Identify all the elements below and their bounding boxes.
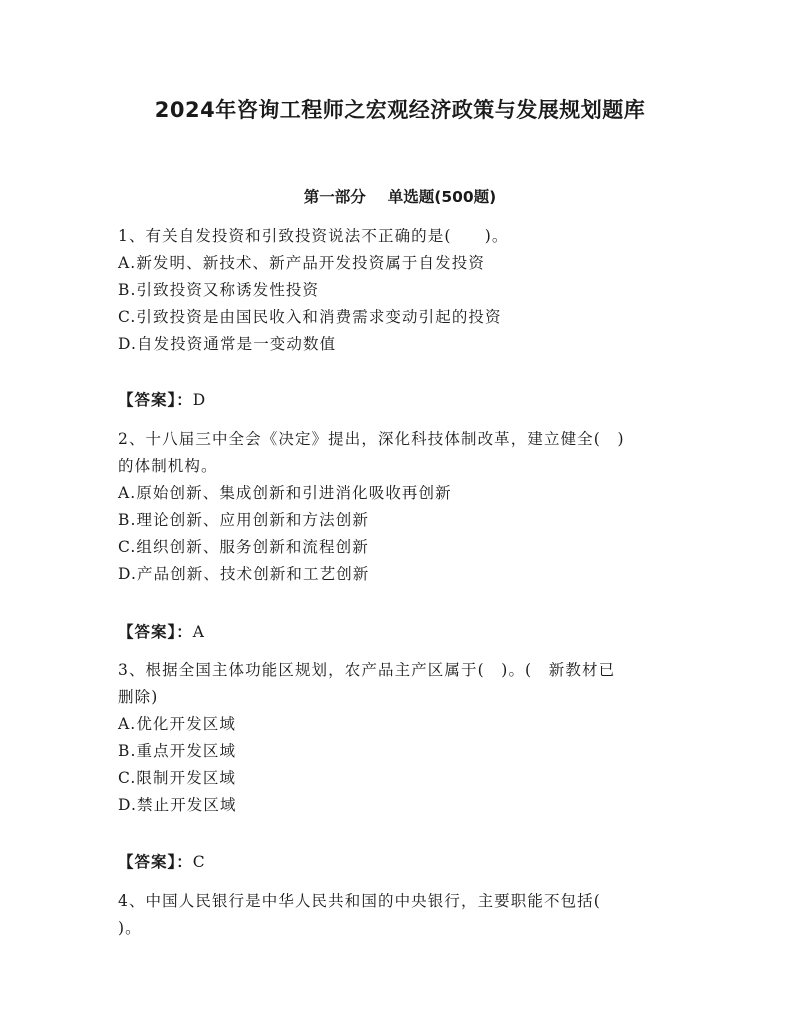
option-b: B.引致投资又称诱发性投资: [118, 281, 320, 299]
answer-label: 【答案】：: [118, 390, 193, 409]
option-d: D.产品创新、技术创新和工艺创新: [118, 565, 370, 583]
question-stem: 1、有关自发投资和引致投资说法不正确的是( )。: [118, 227, 509, 245]
option-a: A.优化开发区域: [118, 715, 236, 733]
section-type: 单选题(500题): [387, 188, 497, 206]
option-b: B.理论创新、应用创新和方法创新: [118, 511, 369, 529]
question-stem: 4、中国人民银行是中华人民共和国的中央银行，主要职能不包括(: [118, 892, 601, 910]
section-heading: [0, 185, 800, 207]
option-c: C.组织创新、服务创新和流程创新: [118, 538, 369, 556]
question-stem-continued: 的体制机构。: [118, 457, 218, 475]
question-stem: 3、根据全国主体功能区规划，农产品主产区属于( )。( 新教材已: [118, 661, 616, 679]
section-part: 第一部分: [303, 188, 366, 206]
option-d: D.自发投资通常是一变动数值: [118, 335, 337, 353]
answer-1: [118, 386, 206, 414]
question-4: [118, 888, 688, 942]
answer-value: A: [192, 623, 205, 641]
question-stem-continued: )。: [118, 919, 142, 937]
option-b: B.重点开发区域: [118, 742, 237, 760]
option-a: A.新发明、新技术、新产品开发投资属于自发投资: [118, 254, 485, 272]
answer-value: C: [192, 853, 206, 871]
option-a: A.原始创新、集成创新和引进消化吸收再创新: [118, 484, 452, 502]
option-c: C.引致投资是由国民收入和消费需求变动引起的投资: [118, 308, 502, 326]
question-stem-continued: 删除): [118, 688, 159, 706]
option-d: D.禁止开发区域: [118, 796, 237, 814]
answer-2: [118, 618, 205, 646]
option-c: C.限制开发区域: [118, 769, 237, 787]
document-title: 2024年咨询工程师之宏观经济政策与发展规划题库: [154, 98, 646, 122]
question-3: [118, 657, 688, 819]
answer-value: D: [192, 391, 207, 409]
answer-label: 【答案】：: [118, 622, 193, 641]
question-1: [118, 223, 688, 358]
question-2: [118, 426, 688, 588]
question-stem: 2、十八届三中全会《决定》提出，深化科技体制改革，建立健全( ): [118, 430, 625, 448]
answer-label: 【答案】：: [118, 852, 193, 871]
answer-3: [118, 848, 206, 876]
